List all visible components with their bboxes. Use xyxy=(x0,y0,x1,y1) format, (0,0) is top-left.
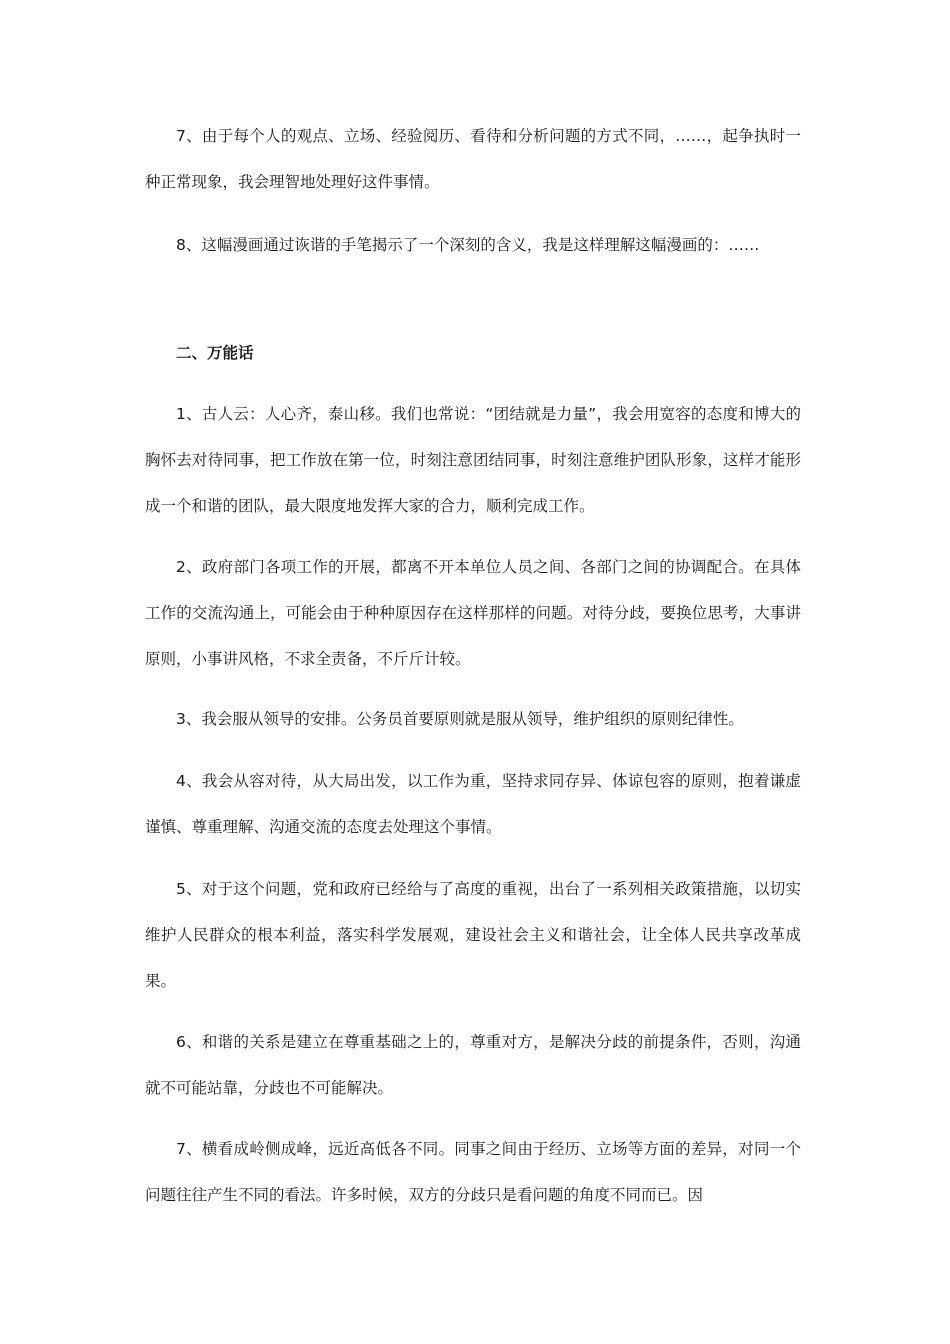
section1-item-8: 8、这幅漫画通过诙谐的手笔揭示了一个深刻的含义，我是这样理解这幅漫画的：…… xyxy=(176,236,760,254)
section2-item-3: 3、我会服从领导的安排。公务员首要原则就是服从领导，维护组织的原则纪律性。 xyxy=(176,710,744,728)
section2-item-1: 1、古人云：人心齐，泰山移。我们也常说：“团结就是力量”，我会用宽容的态度和博大的胸怀去对待同事，把工作放在第一位，时刻注意团结同事，时刻注意维护团队形象，这样才能形成一个和谐的团队，最大限度地发挥大家的合力，顺利完成工作。 xyxy=(145,405,801,515)
section2-item-4: 4、我会从容对待，从大局出发，以工作为重，坚持求同存异、体谅包容的原则，抱着谦虚谨慎、尊重理解、沟通交流的态度去处理这个事情。 xyxy=(145,772,801,836)
section1-item-7: 7、由于每个人的观点、立场、经验阅历、看待和分析问题的方式不同，……，起争执时一种正常现象，我会理智地处理好这件事情。 xyxy=(145,127,801,191)
section-heading: 二、万能话 xyxy=(176,344,254,362)
section2-item-6: 6、和谐的关系是建立在尊重基础之上的，尊重对方，是解决分歧的前提条件，否则，沟通就不可能站靠，分歧也不可能解决。 xyxy=(145,1033,801,1097)
section2-item-5: 5、对于这个问题，党和政府已经给与了高度的重视，出台了一系列相关政策措施，以切实维护人民群众的根本利益，落实科学发展观，建设社会主义和谐社会，让全体人民共享改革成果。 xyxy=(145,880,801,990)
section2-item-7: 7、横看成岭侧成峰，远近高低各不同。同事之间由于经历、立场等方面的差异，对同一个问题往往产生不同的看法。许多时候，双方的分歧只是看问题的角度不同而已。因 xyxy=(145,1140,801,1204)
section2-item-2: 2、政府部门各项工作的开展，都离不开本单位人员之间、各部门之间的协调配合。在具体工作的交流沟通上，可能会由于种种原因存在这样那样的问题。对待分歧，要换位思考，大事讲原则，小事讲风格，不求全责备，不斤斤计较。 xyxy=(145,558,801,668)
